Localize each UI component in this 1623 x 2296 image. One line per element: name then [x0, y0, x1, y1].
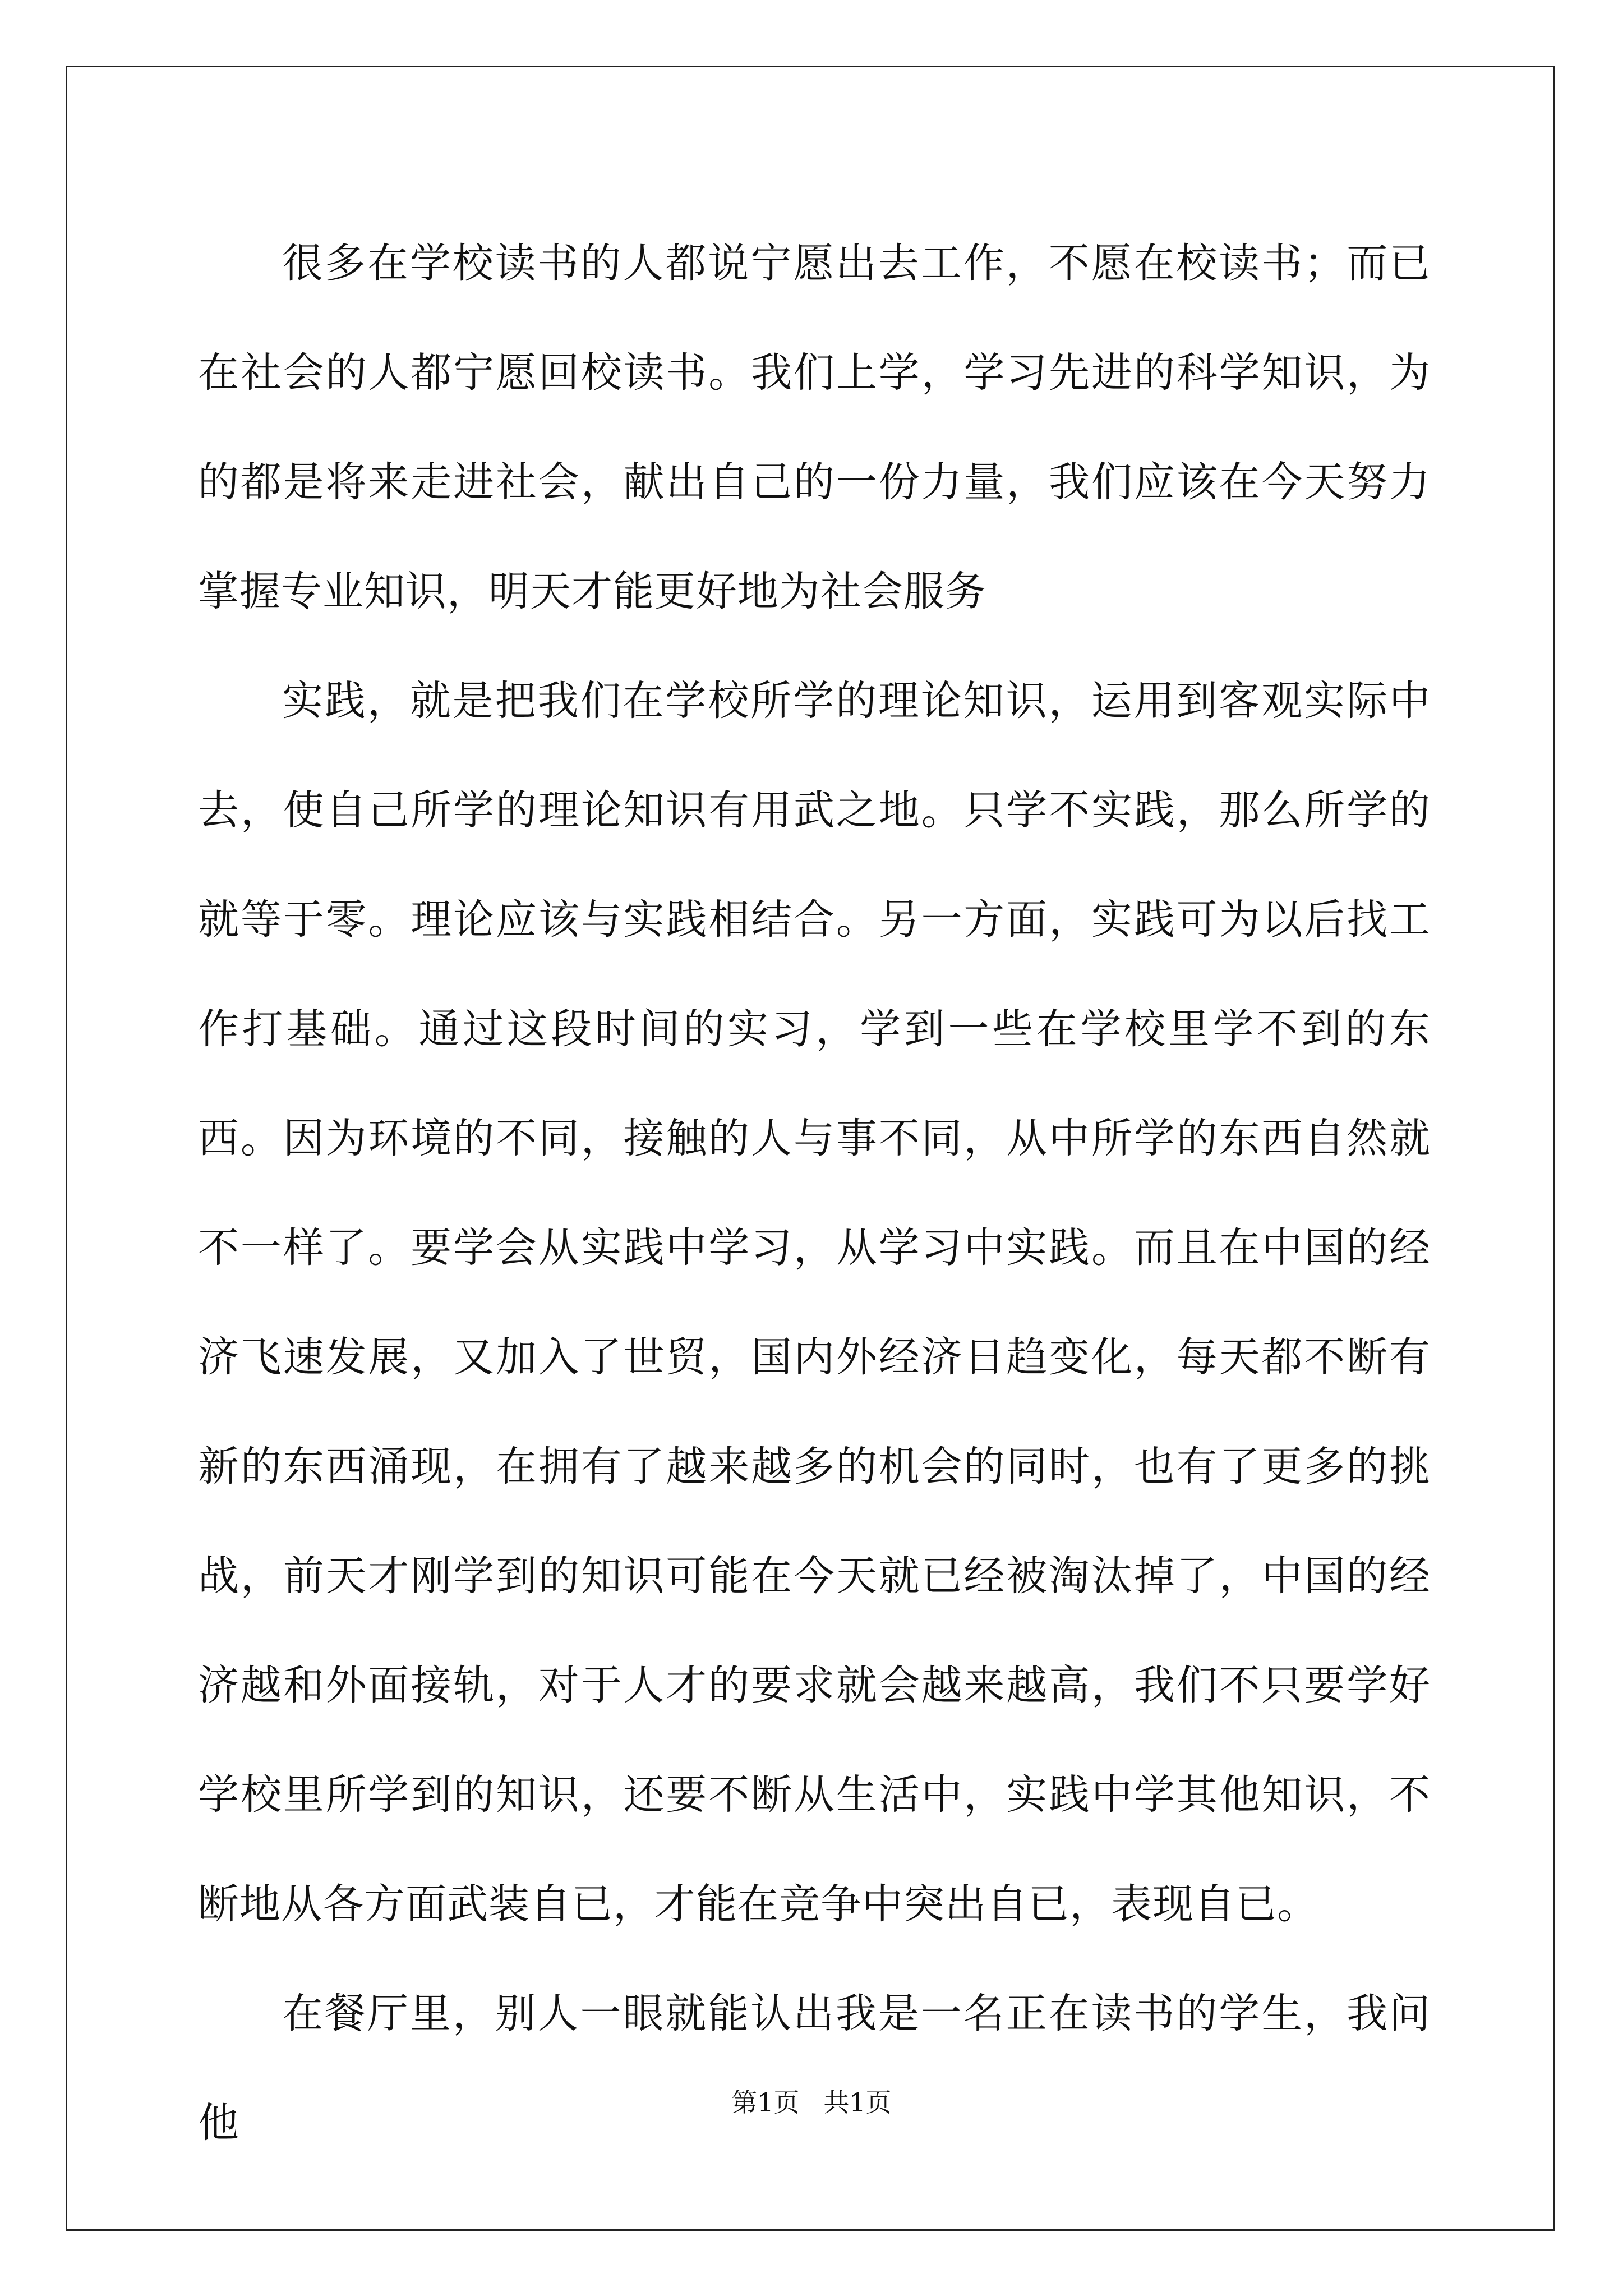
page-footer: [0, 2086, 1623, 2119]
paragraph-3: 在餐厅里，别人一眼就能认出我是一名正在读书的学生，我问他: [198, 1990, 1431, 2147]
page-number-total: 共1页: [823, 2087, 892, 2118]
document-body: [198, 209, 1431, 2178]
paragraph-2: 实践，就是把我们在学校所学的理论知识，运用到客观实际中去，使自己所学的理论知识有用武之地。只学不实践，那么所学的就等于零。理论应该与实践相结合。另一方面，实践可为以后找工作打基础。通过这段时间的实习，学到一些在学校里学不到的东西。因为环境的不同，接触的人与事不同，从中所学的东西自然就不一样了。要学会从实践中学习，从学习中实践。而且在中国的经济飞速发展，又加入了世贸，国内外经济日趋变化，每天都不断有新的东西涌现，在拥有了越来越多的机会的同时，也有了更多的挑战，前天才刚学到的知识可能在今天就已经被淘汰掉了，中国的经济越和外面接轨，对于人才的要求就会越来越高，我们不只要学好学校里所学到的知识，还要不断从生活中，实践中学其他知识，不断地从各方面武装自已，才能在竞争中突出自已，表现自已。: [198, 677, 1431, 1928]
page-number-current: 第1页: [731, 2087, 800, 2118]
paragraph-1: 很多在学校读书的人都说宁愿出去工作，不愿在校读书；而已在社会的人都宁愿回校读书。我们上学，学习先进的科学知识，为的都是将来走进社会，献出自己的一份力量，我们应该在今天努力掌握专业知识，明天才能更好地为社会服务: [198, 240, 1431, 615]
